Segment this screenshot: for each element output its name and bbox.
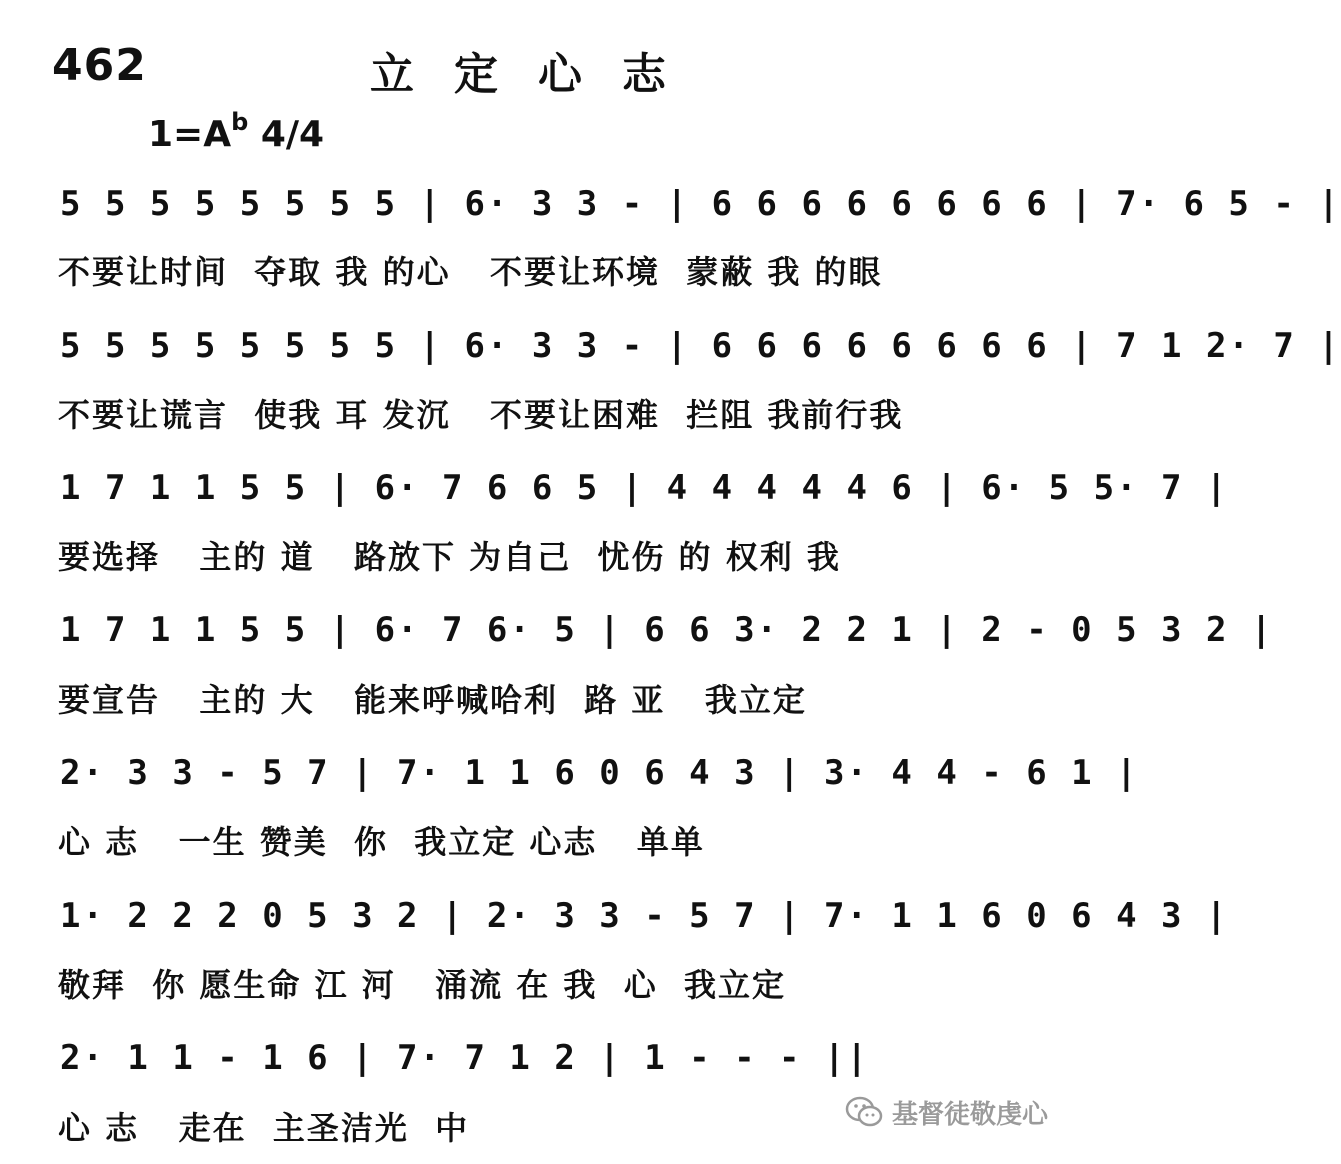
lyrics-row-7: 心 志 走在 主圣洁光 中 [58,1109,470,1147]
notation-text: 1 7 1 1 5 5 | 6· 7 6· 5 | 6 6 3· 2 2 1 | 2 - 0 5 3 2 | [60,610,1274,650]
notation-row-1 [60,176,1341,238]
watermark [844,1092,1048,1132]
notation-row-6 [60,888,1229,950]
notation-text: 5 5 5 5 5 5 5 5 | 6· 3 3 - | 6 6 6 6 6 6 6 6 | 7· 6 5 - | [60,184,1341,224]
notation-text: 5 5 5 5 5 5 5 5 | 6· 3 3 - | 6 6 6 6 6 6 6 6 | 7 1 2· 7 | [60,326,1341,366]
notation-row-2 [60,318,1341,380]
watermark-label: 基督徒敬虔心 [891,1099,1048,1130]
key-signature [148,108,324,155]
notation-row-3 [60,460,1229,522]
notation-row-5 [60,745,1139,807]
notation-row-7 [60,1030,1050,1092]
key-base: 1=A [148,114,232,155]
hymn-number: 462 [52,40,147,91]
notation-text: 1· 2 2 2 0 5 3 2 | 2· 3 3 - 5 7 | 7· 1 1 6 0 6 4 3 | [60,896,1229,936]
notation-row-4 [60,602,1274,664]
lyrics-row-5: 心 志 一生 赞美 你 我立定 心志 单单 [58,823,705,861]
lyrics-row-1: 不要让时间 夺取 我 的心 不要让环境 蒙蔽 我 的眼 [58,253,883,291]
key-flat: b [231,108,249,136]
lyrics-row-6: 敬拜 你 愿生命 江 河 涌流 在 我 心 我立定 [58,966,786,1004]
lyrics-row-2: 不要让谎言 使我 耳 发沉 不要让困难 拦阻 我前行我 [58,396,904,434]
notation-text: 1 7 1 1 5 5 | 6· 7 6 6 5 | 4 4 4 4 4 6 | 6· 5 5· 7 | [60,468,1229,508]
lyrics-row-4: 要宣告 主的 大 能来呼喊哈利 路 亚 我立定 [58,681,807,719]
time-signature: 4/4 [260,114,325,155]
notation-text: 2· 3 3 - 5 7 | 7· 1 1 6 0 6 4 3 | 3· 4 4 - 6 1 | [60,753,1139,793]
lyrics-row-3: 要选择 主的 道 路放下 为自己 忧伤 的 权利 我 [58,538,841,576]
notation-text: 2· 1 1 - 1 6 | 7· 7 1 2 | 1 - - - || [60,1038,869,1078]
hymn-title: 立定心志 [370,49,706,100]
wechat-icon [844,1092,884,1132]
